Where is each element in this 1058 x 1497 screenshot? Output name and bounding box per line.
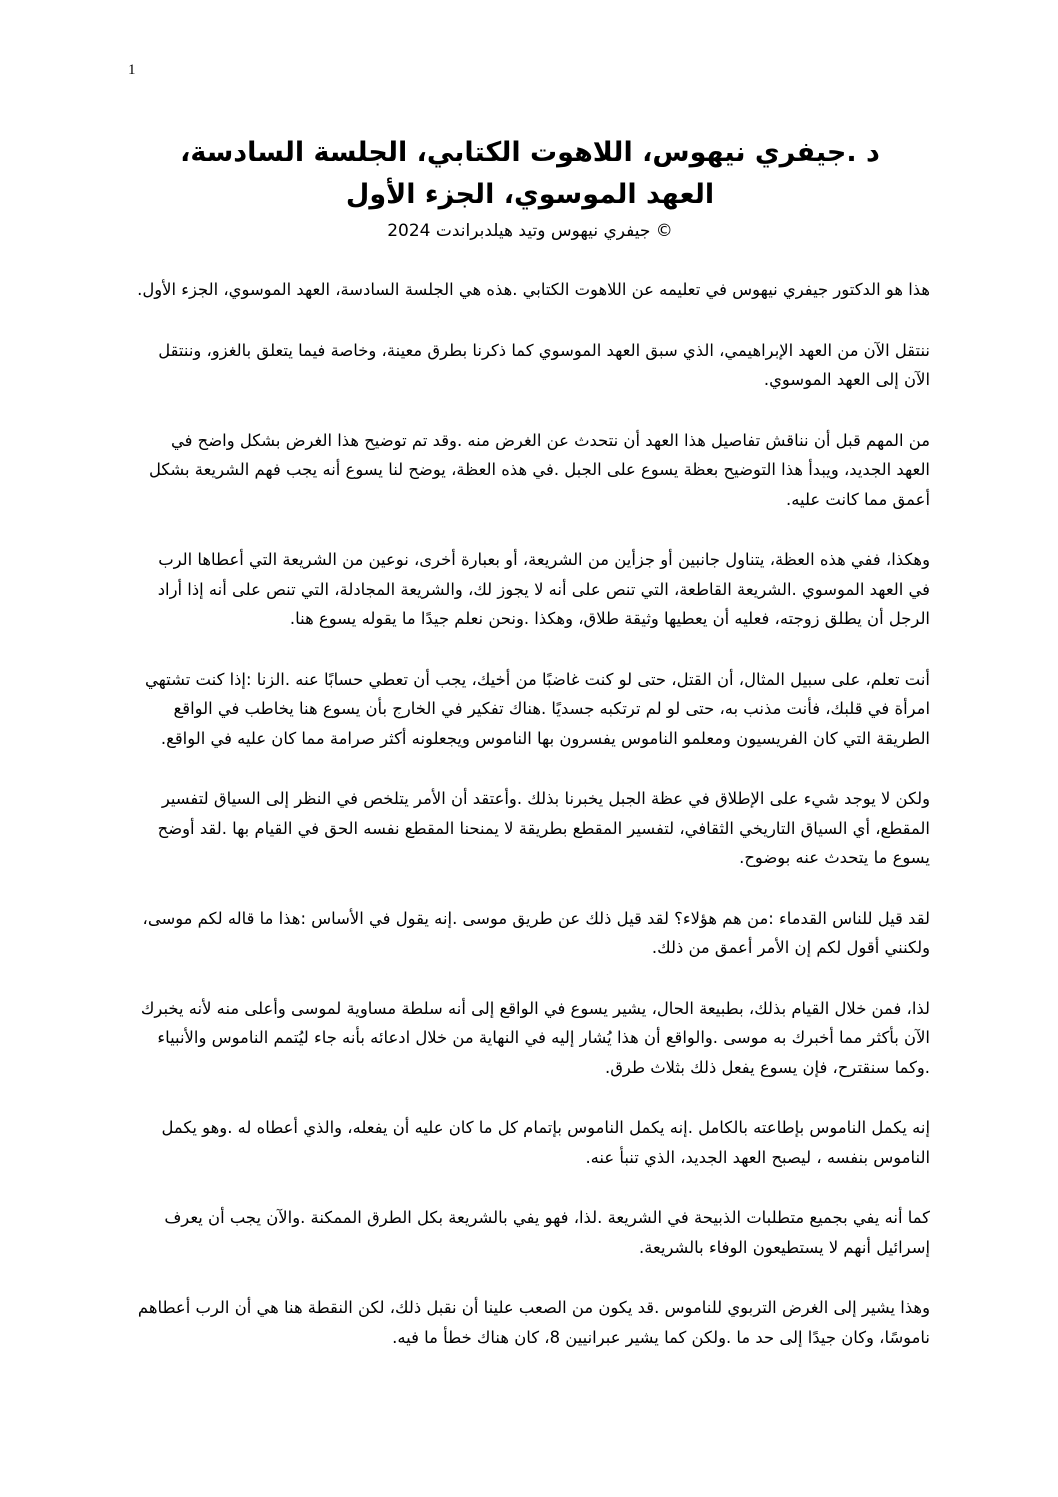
paragraph-7: لقد قيل للناس القدماء :من هم هؤلاء؟ لقد قيل ذلك عن طريق موسى .إنه يقول في الأساس :هذا ما قاله لكم موسى، ولكنني أقول لكم إن الأمر أعمق من ذلك.: [142, 908, 930, 957]
document-header: [130, 132, 930, 244]
document-title-line-1: د .جيفري نيهوس، اللاهوت الكتابي، الجلسة السادسة،: [180, 137, 880, 168]
paragraph-2: ننتقل الآن من العهد الإبراهيمي، الذي سبق العهد الموسوي كما ذكرنا بطرق معينة، وخاصة فيما يتعلق بالغزو، وننتقل الآن إلى العهد الموسوي.: [158, 340, 930, 389]
copyright-line: © جيفري نيهوس وتيد هيلدبراندت 2024: [387, 221, 673, 241]
paragraph-1: هذا هو الدكتور جيفري نيهوس في تعليمه عن اللاهوت الكتابي .هذه هي الجلسة السادسة، العهد الموسوي، الجزء الأول.: [137, 280, 930, 299]
paragraph-8: لذا، فمن خلال القيام بذلك، بطبيعة الحال، يشير يسوع في الواقع إلى أنه سلطة مساوية لموسى وأعلى منه لأنه يخبرك الآن بأكثر مما أخبرك به موسى .والواقع أن هذا يُشار إليه في النهاية من خلال ادعائه بأنه جاء ليُتمم الناموس والأنبياء .وكما سنقترح، فإن يسوع يفعل ذلك بثلاث طرق.: [140, 998, 930, 1077]
paragraph-6: ولكن لا يوجد شيء على الإطلاق في عظة الجبل يخبرنا بذلك .وأعتقد أن الأمر يتلخص في النظر إلى السياق لتفسير المقطع، أي السياق التاريخي الثقافي، لتفسير المقطع بطريقة لا يمنحنا المقطع نفسه الحق في القيام بها .لقد أوضح يسوع ما يتحدث عنه بوضوح.: [157, 789, 930, 867]
paragraph-9: إنه يكمل الناموس بإطاعته بالكامل .إنه يكمل الناموس بإتمام كل ما كان عليه أن يفعله، والذي أعطاه له .وهو يكمل الناموس بنفسه ، ليصبح العهد الجديد، الذي تنبأ عنه.: [161, 1118, 930, 1167]
document-body: [133, 275, 930, 1383]
paragraph-10: كما أنه يفي بجميع متطلبات الذبيحة في الشريعة .لذا، فهو يفي بالشريعة بكل الطرق الممكنة .والآن يجب أن يعرف إسرائيل أنهم لا يستطيعون الوفاء بالشريعة.: [164, 1208, 930, 1257]
paragraph-11: وهذا يشير إلى الغرض التربوي للناموس .قد يكون من الصعب علينا أن نقبل ذلك، لكن النقطة هنا هي أن الرب أعطاهم ناموسًا، وكان جيدًا إلى حد ما .ولكن كما يشير عبرانيين 8، كان هناك خطأ ما فيه.: [137, 1298, 930, 1347]
paragraph-5: أنت تعلم، على سبيل المثال، أن القتل، حتى لو كنت غاضبًا من أخيك، يجب أن تعطي حسابًا عنه .الزنا :إذا كنت تشتهي امرأة في قلبك، فأنت مذنب به، حتى لو لم ترتكبه جسديًا .هناك تفكير في الخارج بأن يسوع هنا يخاطب في الواقع الطريقة التي كان الفريسيون ومعلمو الناموس يفسرون بها الناموس ويجعلونه أكثر صرامة مما كان عليه في الواقع.: [144, 669, 930, 748]
page-number: 1: [128, 62, 136, 78]
document-title-line-2: العهد الموسوي، الجزء الأول: [345, 179, 715, 210]
paragraph-4: وهكذا، ففي هذه العظة، يتناول جانبين أو جزأين من الشريعة، أو بعبارة أخرى، نوعين من الشريعة التي أعطاها الرب في العهد الموسوي .الشريعة القاطعة، التي تنص على أنه لا يجوز لك، والشريعة المجادلة، التي تنص على أنه إذا أراد الرجل أن يطلق زوجته، فعليه أن يعطيها وثيقة طلاق، وهكذا .ونحن نعلم جيدًا ما يقوله يسوع هنا.: [157, 550, 930, 628]
paragraph-3: من المهم قبل أن نناقش تفاصيل هذا العهد أن نتحدث عن الغرض منه .وقد تم توضيح هذا الغرض بشكل واضح في العهد الجديد، ويبدأ هذا التوضيح بعظة يسوع على الجبل .في هذه العظة، يوضح لنا يسوع أنه يجب فهم الشريعة بشكل أعمق مما كانت عليه.: [148, 430, 930, 509]
